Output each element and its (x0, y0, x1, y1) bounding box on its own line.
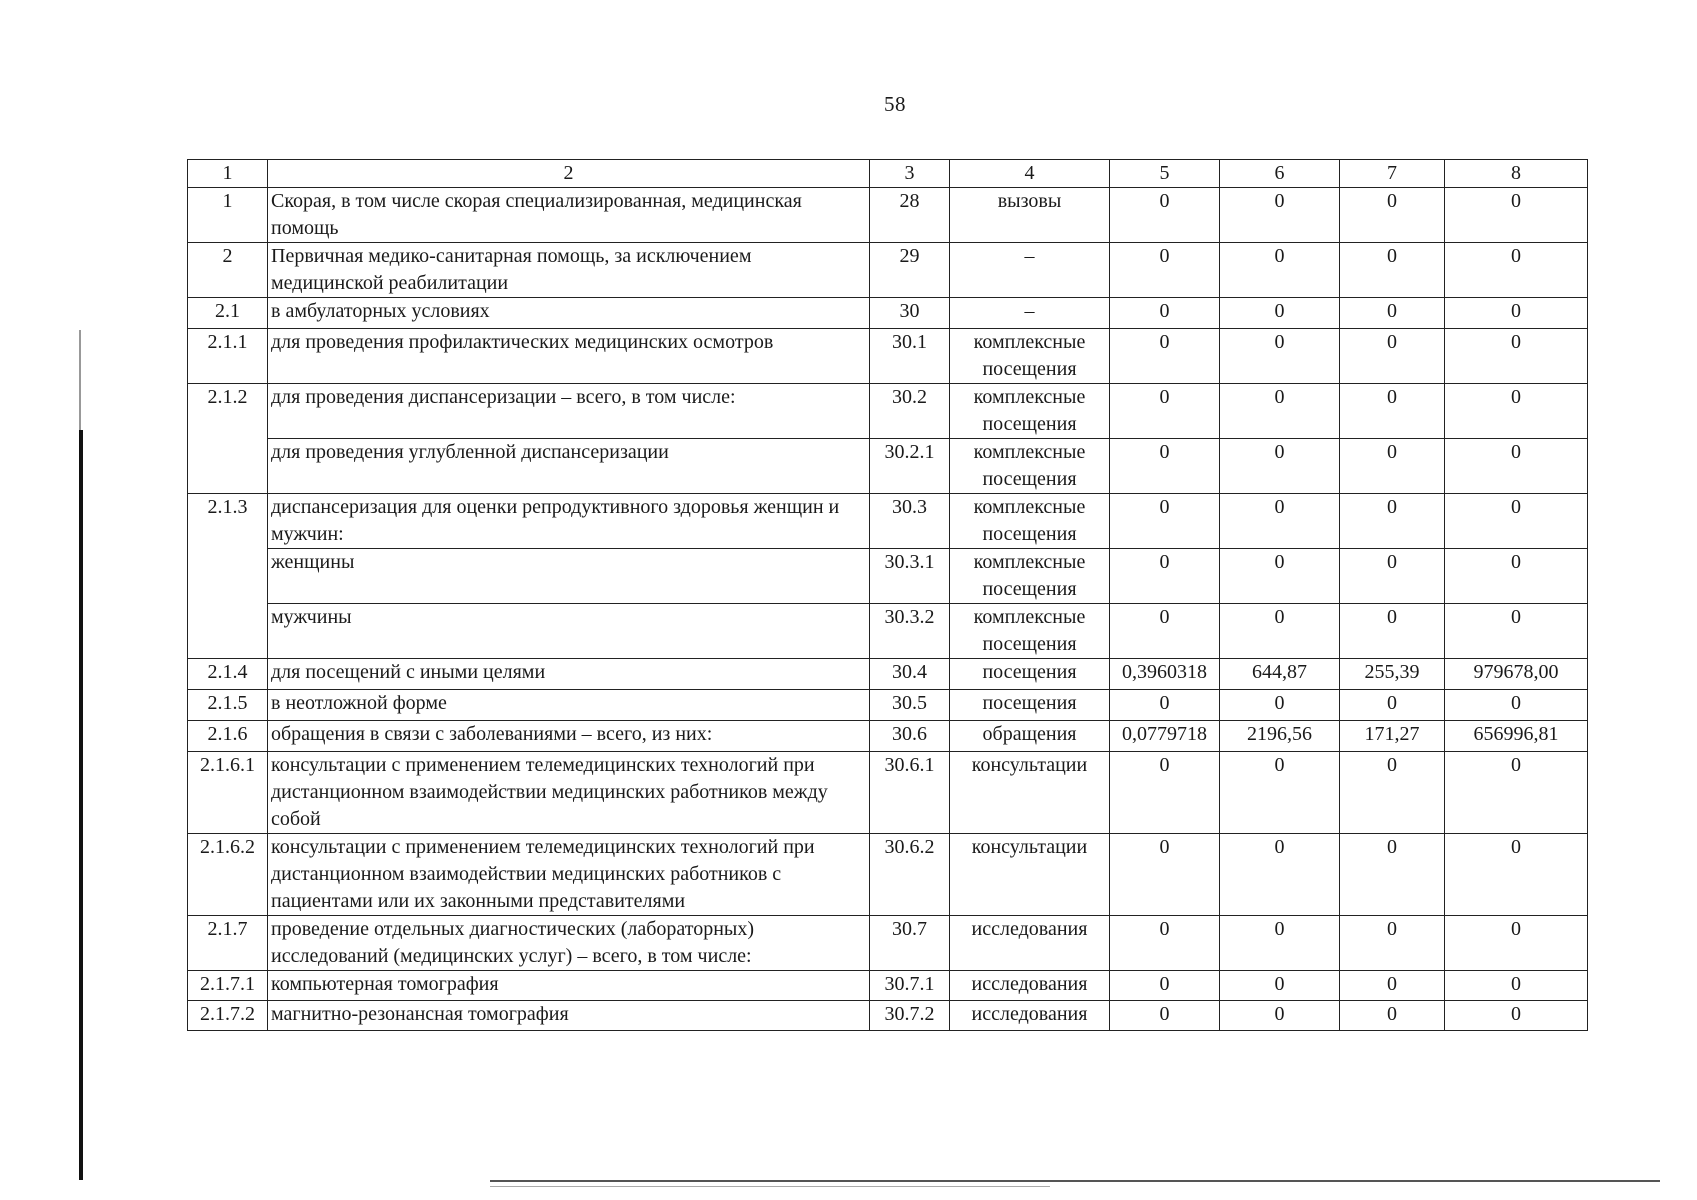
header-cell: 1 (188, 160, 268, 188)
table-row (188, 1001, 1588, 1031)
row-name-cell: для проведения углубленной диспансеризации (268, 439, 870, 494)
value-cell-5: 0 (1110, 752, 1220, 834)
unit-cell: вызовы (950, 188, 1110, 243)
line-code-cell: 30.6 (870, 721, 950, 752)
row-name-cell: консультации с применением телемедицинских технологий при дистанционном взаимодействии медицинских работников между собой (268, 752, 870, 834)
header-cell: 7 (1340, 160, 1445, 188)
line-code-cell: 30.3.2 (870, 604, 950, 659)
page-number: 58 (884, 92, 906, 116)
value-cell-7: 0 (1340, 752, 1445, 834)
value-cell-5: 0 (1110, 1001, 1220, 1031)
unit-cell: исследования (950, 971, 1110, 1001)
value-cell-8: 0 (1445, 834, 1588, 916)
unit-cell: комплексные посещения (950, 384, 1110, 439)
value-cell-5: 0 (1110, 243, 1220, 298)
unit-cell: посещения (950, 659, 1110, 690)
row-name-cell: проведение отдельных диагностических (лабораторных) исследований (медицинских услуг) – всего, в том числе: (268, 916, 870, 971)
row-name-cell: магнитно-резонансная томография (268, 1001, 870, 1031)
value-cell-5: 0,3960318 (1110, 659, 1220, 690)
value-cell-6: 0 (1220, 971, 1340, 1001)
value-cell-6: 0 (1220, 298, 1340, 329)
value-cell-8: 0 (1445, 439, 1588, 494)
line-code-cell: 30.2.1 (870, 439, 950, 494)
value-cell-8: 0 (1445, 971, 1588, 1001)
unit-cell: консультации (950, 834, 1110, 916)
table-header-row (188, 160, 1588, 188)
row-name-cell: для проведения профилактических медицинских осмотров (268, 329, 870, 384)
value-cell-7: 0 (1340, 243, 1445, 298)
value-cell-8: 0 (1445, 1001, 1588, 1031)
row-name-cell: компьютерная томография (268, 971, 870, 1001)
unit-cell: – (950, 298, 1110, 329)
unit-cell: исследования (950, 916, 1110, 971)
row-number-cell: 2 (188, 243, 268, 298)
row-number-cell: 2.1.4 (188, 659, 268, 690)
unit-cell: консультации (950, 752, 1110, 834)
line-code-cell: 30.6.2 (870, 834, 950, 916)
header-cell: 5 (1110, 160, 1220, 188)
unit-cell: комплексные посещения (950, 604, 1110, 659)
row-number-cell: 2.1.3 (188, 494, 268, 659)
value-cell-8: 0 (1445, 604, 1588, 659)
row-name-cell: в амбулаторных условиях (268, 298, 870, 329)
value-cell-5: 0 (1110, 690, 1220, 721)
table-row (188, 243, 1588, 298)
value-cell-7: 0 (1340, 971, 1445, 1001)
value-cell-7: 0 (1340, 329, 1445, 384)
value-cell-6: 0 (1220, 439, 1340, 494)
value-cell-8: 0 (1445, 916, 1588, 971)
value-cell-7: 0 (1340, 690, 1445, 721)
unit-cell: обращения (950, 721, 1110, 752)
line-code-cell: 28 (870, 188, 950, 243)
value-cell-7: 0 (1340, 549, 1445, 604)
value-cell-7: 0 (1340, 604, 1445, 659)
unit-cell: комплексные посещения (950, 494, 1110, 549)
line-code-cell: 30.7.2 (870, 1001, 950, 1031)
unit-cell: – (950, 243, 1110, 298)
table-row (188, 439, 1588, 494)
value-cell-7: 0 (1340, 494, 1445, 549)
value-cell-5: 0 (1110, 604, 1220, 659)
table-row (188, 659, 1588, 690)
line-code-cell: 30.7 (870, 916, 950, 971)
scan-edge-line (79, 430, 83, 1180)
table-row (188, 916, 1588, 971)
value-cell-6: 0 (1220, 549, 1340, 604)
line-code-cell: 30.3 (870, 494, 950, 549)
value-cell-8: 979678,00 (1445, 659, 1588, 690)
value-cell-5: 0,0779718 (1110, 721, 1220, 752)
line-code-cell: 30.7.1 (870, 971, 950, 1001)
value-cell-7: 0 (1340, 439, 1445, 494)
row-number-cell: 2.1.2 (188, 384, 268, 494)
line-code-cell: 29 (870, 243, 950, 298)
line-code-cell: 30.2 (870, 384, 950, 439)
row-name-cell: женщины (268, 549, 870, 604)
table-row (188, 329, 1588, 384)
value-cell-7: 171,27 (1340, 721, 1445, 752)
row-number-cell: 2.1.6.1 (188, 752, 268, 834)
table-row (188, 971, 1588, 1001)
bottom-scan-line-faint (490, 1186, 1050, 1187)
row-number-cell: 1 (188, 188, 268, 243)
table-row (188, 494, 1588, 549)
value-cell-6: 0 (1220, 329, 1340, 384)
value-cell-5: 0 (1110, 494, 1220, 549)
row-number-cell: 2.1.5 (188, 690, 268, 721)
value-cell-8: 656996,81 (1445, 721, 1588, 752)
table-body (188, 160, 1588, 1031)
value-cell-6: 0 (1220, 752, 1340, 834)
value-cell-6: 0 (1220, 188, 1340, 243)
row-name-cell: Скорая, в том числе скорая специализированная, медицинская помощь (268, 188, 870, 243)
line-code-cell: 30.5 (870, 690, 950, 721)
value-cell-5: 0 (1110, 384, 1220, 439)
value-cell-7: 0 (1340, 188, 1445, 243)
value-cell-6: 0 (1220, 243, 1340, 298)
value-cell-5: 0 (1110, 549, 1220, 604)
header-cell: 2 (268, 160, 870, 188)
row-number-cell: 2.1.6.2 (188, 834, 268, 916)
row-number-cell: 2.1 (188, 298, 268, 329)
row-number-cell: 2.1.7.1 (188, 971, 268, 1001)
line-code-cell: 30.4 (870, 659, 950, 690)
value-cell-7: 255,39 (1340, 659, 1445, 690)
value-cell-6: 0 (1220, 690, 1340, 721)
row-number-cell: 2.1.6 (188, 721, 268, 752)
table-row (188, 721, 1588, 752)
table-row (188, 549, 1588, 604)
value-cell-7: 0 (1340, 916, 1445, 971)
bottom-scan-line (490, 1180, 1660, 1182)
value-cell-5: 0 (1110, 298, 1220, 329)
value-cell-7: 0 (1340, 1001, 1445, 1031)
line-code-cell: 30.1 (870, 329, 950, 384)
scan-edge-line-faint (79, 330, 81, 430)
value-cell-6: 0 (1220, 604, 1340, 659)
header-cell: 6 (1220, 160, 1340, 188)
unit-cell: посещения (950, 690, 1110, 721)
row-number-cell: 2.1.7.2 (188, 1001, 268, 1031)
row-name-cell: консультации с применением телемедицинских технологий при дистанционном взаимодействии медицинских работников с пациентами или их законными представителями (268, 834, 870, 916)
value-cell-8: 0 (1445, 298, 1588, 329)
unit-cell: комплексные посещения (950, 439, 1110, 494)
value-cell-8: 0 (1445, 752, 1588, 834)
value-cell-5: 0 (1110, 439, 1220, 494)
line-code-cell: 30.6.1 (870, 752, 950, 834)
table-row (188, 834, 1588, 916)
value-cell-6: 2196,56 (1220, 721, 1340, 752)
value-cell-8: 0 (1445, 494, 1588, 549)
value-cell-8: 0 (1445, 549, 1588, 604)
value-cell-8: 0 (1445, 384, 1588, 439)
value-cell-5: 0 (1110, 329, 1220, 384)
header-cell: 8 (1445, 160, 1588, 188)
row-name-cell: обращения в связи с заболеваниями – всего, из них: (268, 721, 870, 752)
value-cell-6: 644,87 (1220, 659, 1340, 690)
row-name-cell: Первичная медико-санитарная помощь, за исключением медицинской реабилитации (268, 243, 870, 298)
value-cell-7: 0 (1340, 834, 1445, 916)
value-cell-8: 0 (1445, 188, 1588, 243)
value-cell-8: 0 (1445, 690, 1588, 721)
row-name-cell: для посещений с иными целями (268, 659, 870, 690)
row-number-cell: 2.1.1 (188, 329, 268, 384)
row-name-cell: в неотложной форме (268, 690, 870, 721)
unit-cell: исследования (950, 1001, 1110, 1031)
line-code-cell: 30.3.1 (870, 549, 950, 604)
volumes-table (187, 159, 1588, 1031)
unit-cell: комплексные посещения (950, 549, 1110, 604)
header-cell: 3 (870, 160, 950, 188)
value-cell-6: 0 (1220, 384, 1340, 439)
row-name-cell: для проведения диспансеризации – всего, в том числе: (268, 384, 870, 439)
value-cell-6: 0 (1220, 1001, 1340, 1031)
header-cell: 4 (950, 160, 1110, 188)
value-cell-5: 0 (1110, 834, 1220, 916)
table-row (188, 752, 1588, 834)
row-name-cell: мужчины (268, 604, 870, 659)
value-cell-5: 0 (1110, 188, 1220, 243)
table-row (188, 604, 1588, 659)
table-row (188, 188, 1588, 243)
value-cell-7: 0 (1340, 384, 1445, 439)
unit-cell: комплексные посещения (950, 329, 1110, 384)
table-row (188, 690, 1588, 721)
value-cell-5: 0 (1110, 971, 1220, 1001)
value-cell-8: 0 (1445, 243, 1588, 298)
value-cell-7: 0 (1340, 298, 1445, 329)
row-number-cell: 2.1.7 (188, 916, 268, 971)
value-cell-8: 0 (1445, 329, 1588, 384)
line-code-cell: 30 (870, 298, 950, 329)
value-cell-6: 0 (1220, 916, 1340, 971)
value-cell-6: 0 (1220, 494, 1340, 549)
value-cell-5: 0 (1110, 916, 1220, 971)
row-name-cell: диспансеризация для оценки репродуктивного здоровья женщин и мужчин: (268, 494, 870, 549)
table-row (188, 298, 1588, 329)
table-row (188, 384, 1588, 439)
value-cell-6: 0 (1220, 834, 1340, 916)
